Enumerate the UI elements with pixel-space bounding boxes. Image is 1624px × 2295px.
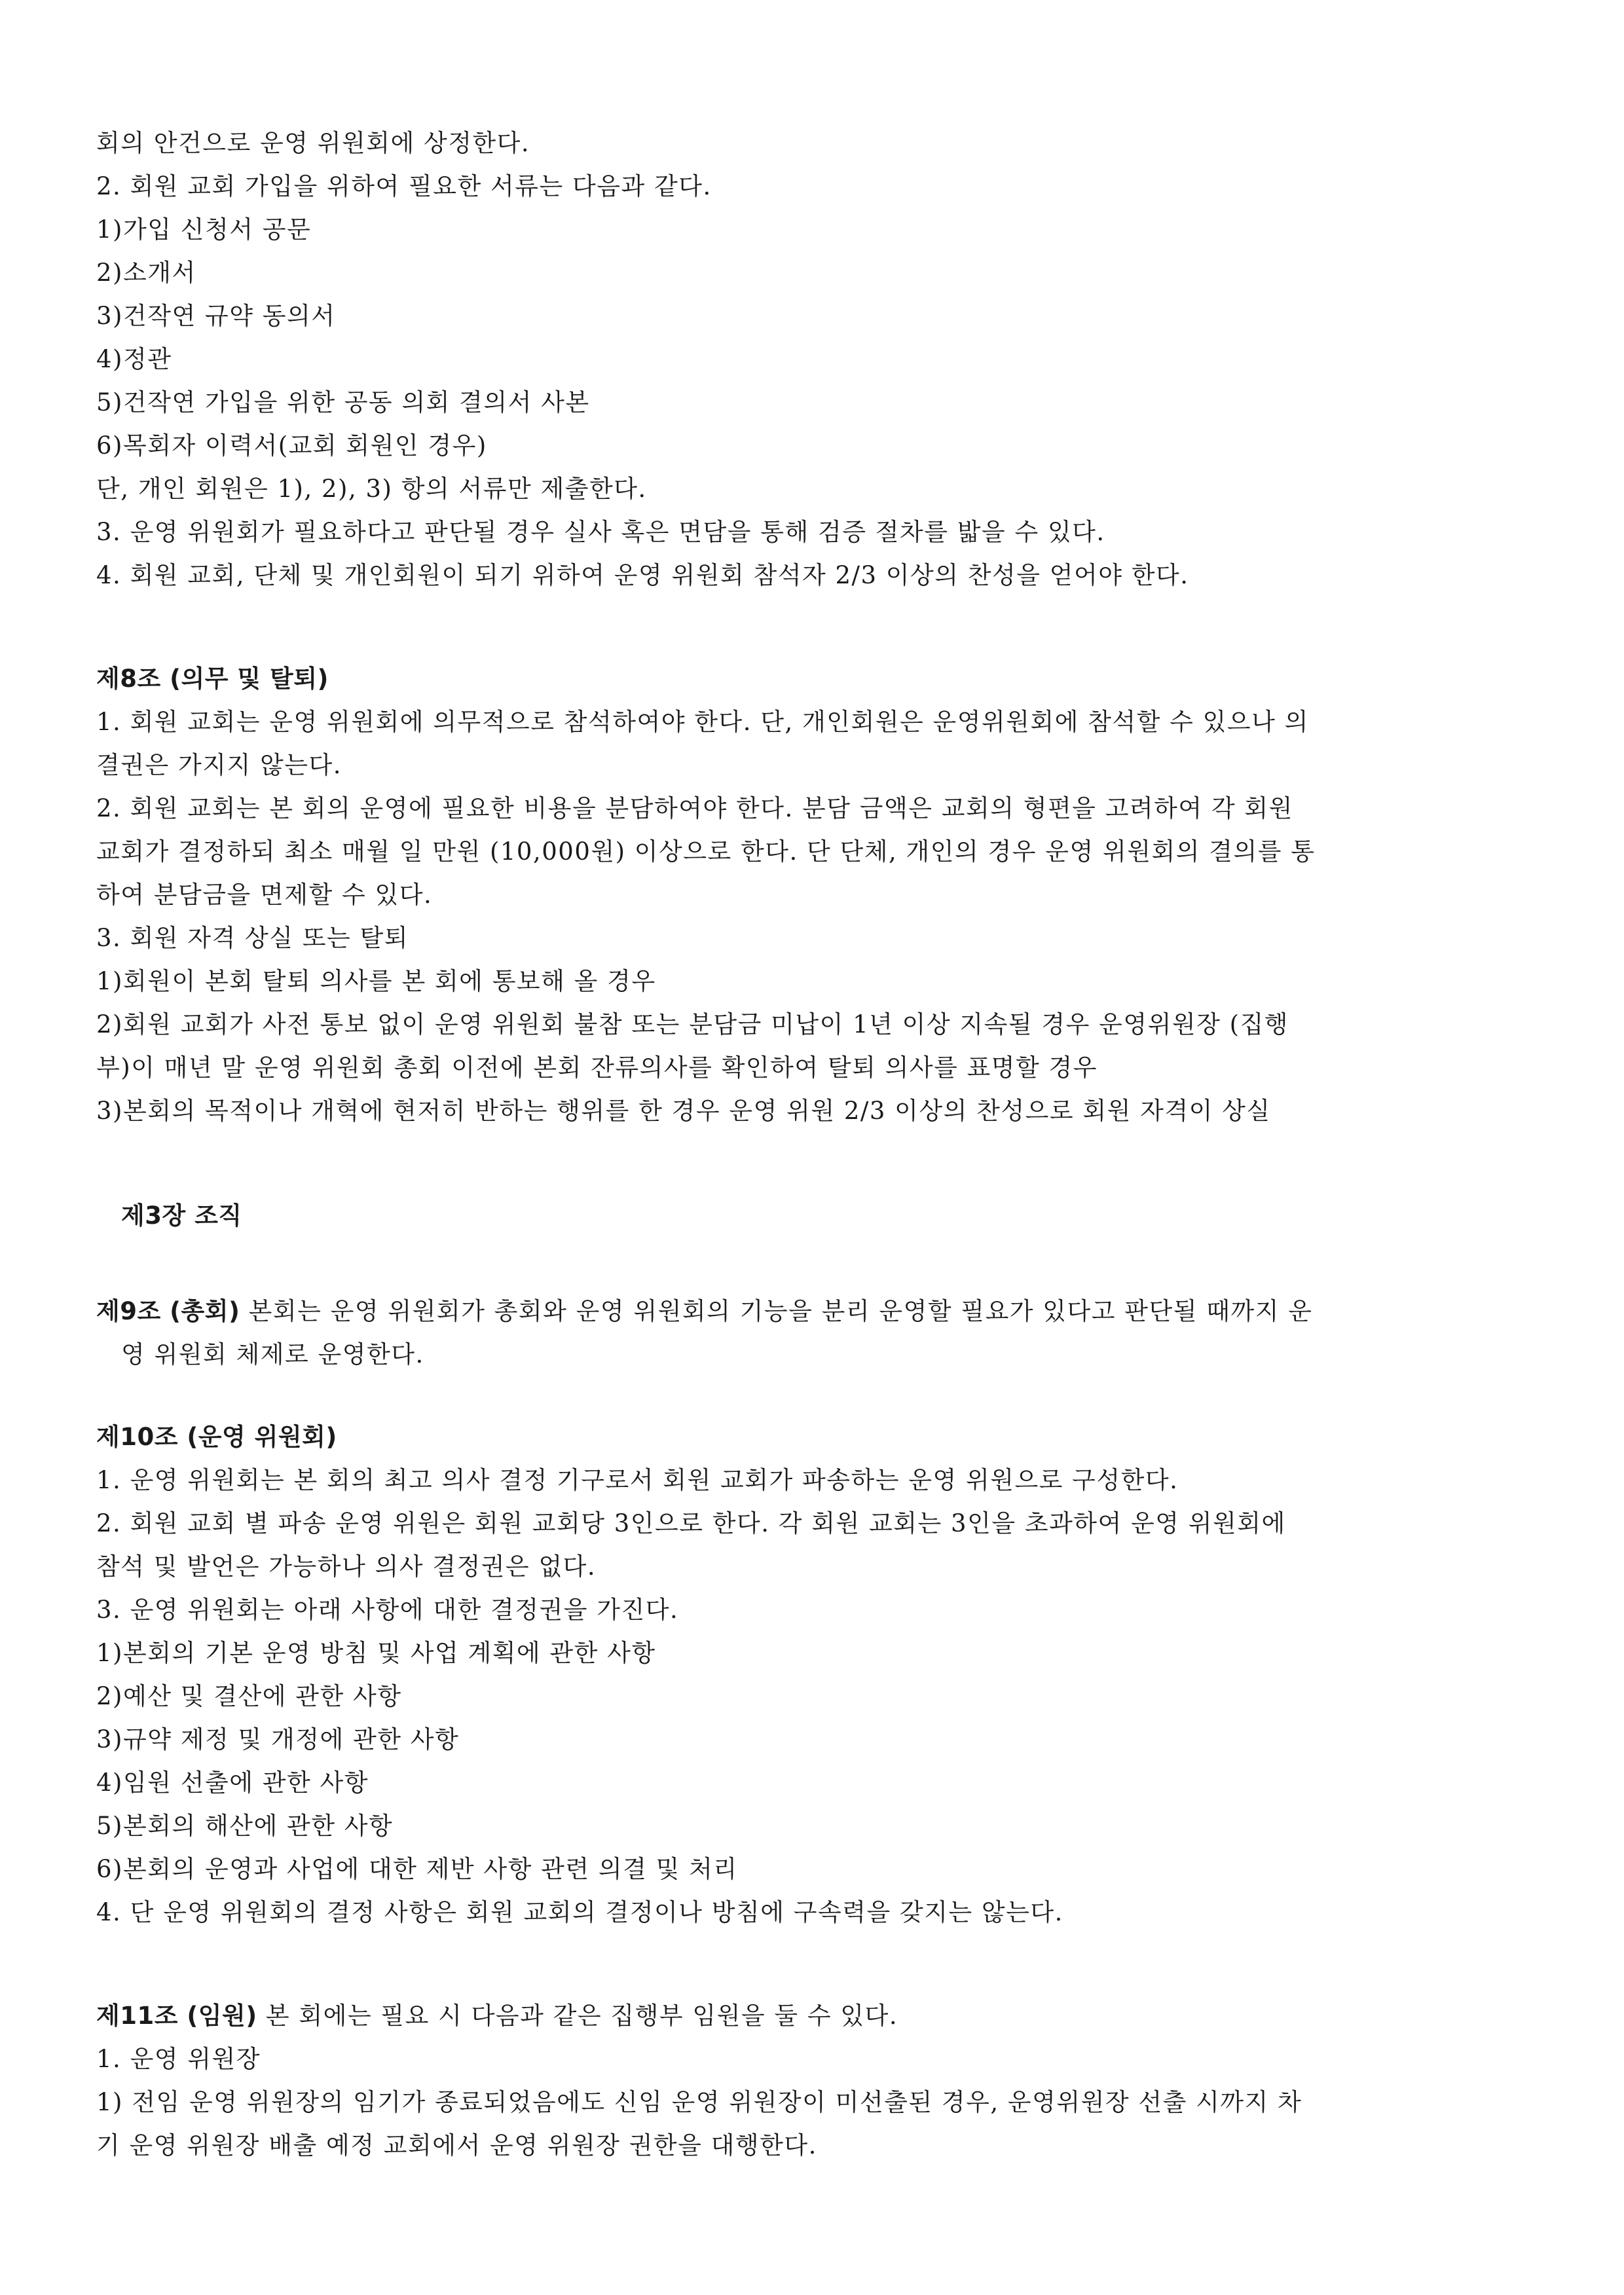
art11-item-1: 1. 운영 위원장 bbox=[96, 2045, 261, 2073]
art7-doc-4: 4)정관 bbox=[96, 345, 172, 373]
art10-sub-1: 1)본회의 기본 운영 방침 및 사업 계획에 관한 사항 bbox=[96, 1639, 656, 1667]
art7-item-2: 2. 회원 교회 가입을 위하여 필요한 서류는 다음과 같다. bbox=[96, 172, 712, 200]
art8-sub-3: 3)본회의 목적이나 개혁에 현저히 반하는 행위를 한 경우 운영 위원 2/3 이상의 찬성으로 회원 자격이 상실 bbox=[96, 1097, 1271, 1125]
art10-sub-5: 5)본회의 해산에 관한 사항 bbox=[96, 1812, 394, 1840]
art10-item-4: 4. 단 운영 위원회의 결정 사항은 회원 교회의 결정이나 방침에 구속력을 갖지는 않는다. bbox=[96, 1898, 1063, 1926]
art11-paragraph-line-1 bbox=[96, 2004, 1511, 2028]
art11-sub-1-line-2: 기 운영 위원장 배출 예정 교회에서 운영 위원장 권한을 대행한다. bbox=[96, 2131, 817, 2159]
art7-item-3: 3. 운영 위원회가 필요하다고 판단될 경우 실사 혹은 면담을 통해 검증 절차를 밟을 수 있다. bbox=[96, 518, 1105, 546]
art7-doc-1: 1)가입 신청서 공문 bbox=[96, 215, 312, 244]
art8-item-1-line-2: 결권은 가지지 않는다. bbox=[96, 751, 342, 779]
art8-item-1-line-1: 1. 회원 교회는 운영 위원회에 의무적으로 참석하여야 한다. 단, 개인회원은 운영위원회에 참석할 수 있으나 의 bbox=[96, 708, 1309, 736]
art7-doc-3: 3)건작연 규약 동의서 bbox=[96, 302, 336, 330]
art8-item-3: 3. 회원 자격 상실 또는 탈퇴 bbox=[96, 924, 409, 952]
art11-intro: 본 회에는 필요 시 다음과 같은 집행부 임원을 둘 수 있다. bbox=[257, 2002, 898, 2030]
art10-heading: 제10조 (운영 위원회) bbox=[96, 1423, 337, 1451]
art9-paragraph-line-1 bbox=[96, 1299, 1511, 1323]
art10-sub-2: 2)예산 및 결산에 관한 사항 bbox=[96, 1682, 402, 1710]
art8-item-2-line-2: 교회가 결정하되 최소 매월 일 만원 (10,000원) 이상으로 한다. 단 단체, 개인의 경우 운영 위원회의 결의를 통 bbox=[96, 837, 1316, 866]
art10-sub-4: 4)임원 선출에 관한 사항 bbox=[96, 1769, 369, 1797]
art11-heading: 제11조 (임원) bbox=[96, 2002, 257, 2030]
art8-item-2-line-3: 하여 분담금을 면제할 수 있다. bbox=[96, 881, 433, 909]
art9-paragraph-line-2: 영 위원회 체제로 운영한다. bbox=[121, 1340, 424, 1368]
art10-sub-6: 6)본회의 운영과 사업에 대한 제반 사항 관련 의결 및 처리 bbox=[96, 1855, 738, 1883]
art11-sub-1-line-1: 1) 전임 운영 위원장의 임기가 종료되었음에도 신임 운영 위원장이 미선출된 경우, 운영위원장 선출 시까지 차 bbox=[96, 2088, 1302, 2116]
art7-continuation-line: 회의 안건으로 운영 위원회에 상정한다. bbox=[96, 129, 530, 157]
art8-heading: 제8조 (의무 및 탈퇴) bbox=[96, 665, 329, 693]
art7-doc-5: 5)건작연 가입을 위한 공동 의회 결의서 사본 bbox=[96, 388, 590, 416]
art8-sub-2-line-2: 부)이 매년 말 운영 위원회 총회 이전에 본회 잔류의사를 확인하여 탈퇴 의사를 표명할 경우 bbox=[96, 1054, 1098, 1082]
art9-heading: 제9조 (총회) bbox=[96, 1297, 240, 1325]
art7-doc-6: 6)목회자 이력서(교회 회원인 경우) bbox=[96, 431, 487, 460]
art8-sub-1: 1)회원이 본회 탈퇴 의사를 본 회에 통보해 올 경우 bbox=[96, 967, 656, 995]
art10-item-2-line-2: 참석 및 발언은 가능하나 의사 결정권은 없다. bbox=[96, 1552, 597, 1581]
art8-item-2-line-1: 2. 회원 교회는 본 회의 운영에 필요한 비용을 분담하여야 한다. 분담 금액은 교회의 형편을 고려하여 각 회원 bbox=[96, 794, 1293, 822]
art7-proviso: 단, 개인 회원은 1), 2), 3) 항의 서류만 제출한다. bbox=[96, 475, 647, 503]
art10-item-2-line-1: 2. 회원 교회 별 파송 운영 위원은 회원 교회당 3인으로 한다. 각 회원 교회는 3인을 초과하여 운영 위원회에 bbox=[96, 1509, 1286, 1537]
art10-item-1: 1. 운영 위원회는 본 회의 최고 의사 결정 기구로서 회원 교회가 파송하는 운영 위원으로 구성한다. bbox=[96, 1466, 1179, 1494]
art10-item-3: 3. 운영 위원회는 아래 사항에 대한 결정권을 가진다. bbox=[96, 1596, 679, 1624]
chapter-3-heading: 제3장 조직 bbox=[121, 1202, 242, 1230]
art7-doc-2: 2)소개서 bbox=[96, 259, 196, 287]
art10-sub-3: 3)규약 제정 및 개정에 관한 사항 bbox=[96, 1725, 460, 1753]
art8-sub-2-line-1: 2)회원 교회가 사전 통보 없이 운영 위원회 불참 또는 분담금 미납이 1년 이상 지속될 경우 운영위원장 (집행 bbox=[96, 1010, 1289, 1038]
art9-text: 본회는 운영 위원회가 총회와 운영 위원회의 기능을 분리 운영할 필요가 있다고 판단될 때까지 운 bbox=[240, 1297, 1313, 1325]
art7-item-4: 4. 회원 교회, 단체 및 개인회원이 되기 위하여 운영 위원회 참석자 2/3 이상의 찬성을 얻어야 한다. bbox=[96, 561, 1189, 589]
